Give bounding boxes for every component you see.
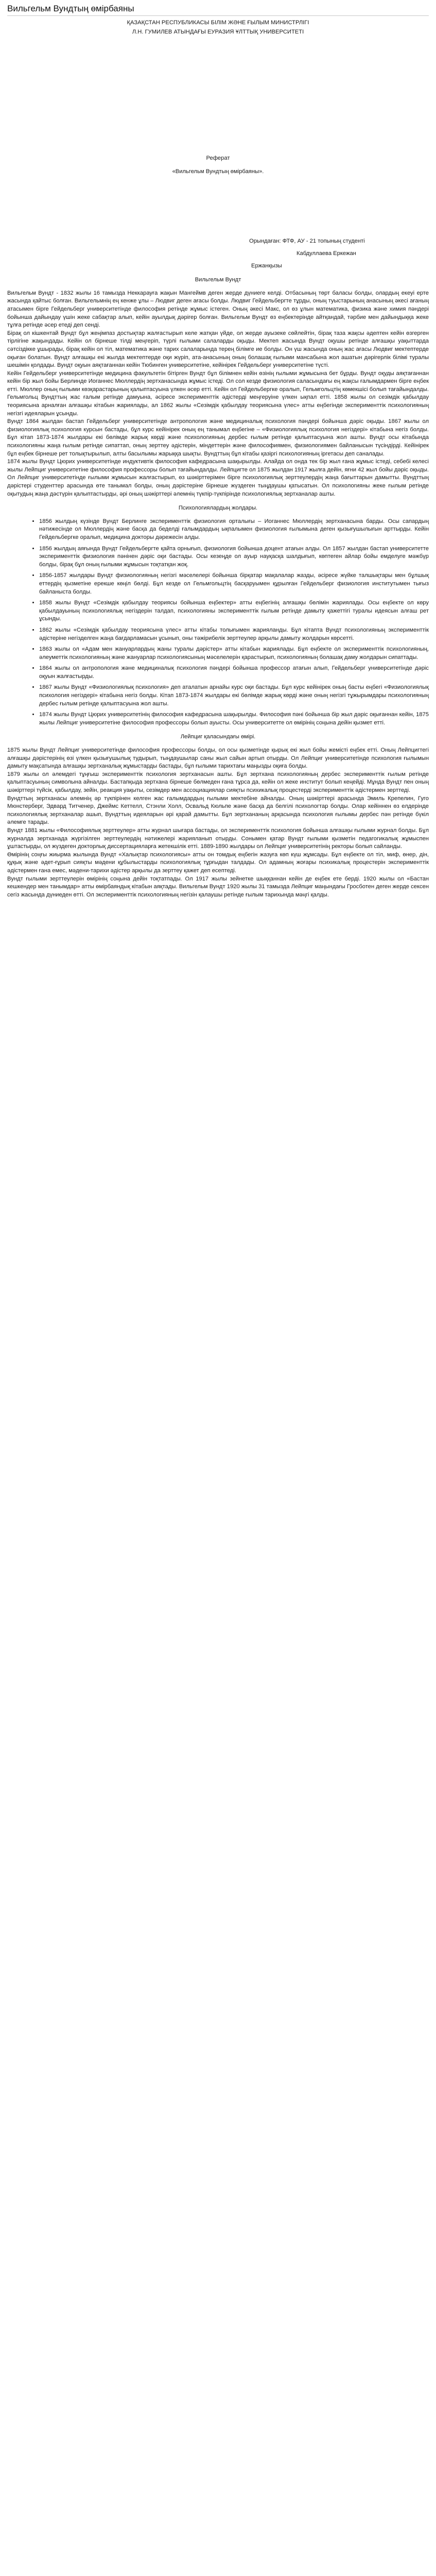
advisor-patronymic: Ержанқызы — [251, 262, 282, 269]
paragraph: Бірақ ол кішкентай Вундт бұл жеңімпаз достықтар жалғастырып келе жатқан үйде, ол жерде ауызеке сөйлейтін, бірақ таза жақсы әдептен кейін өзгерген тірлігіне жақындады. Кейін ол бірнеше тілді меңгеріп, түрлі ғылыми салаларды оқыды. Мектеп жасында Вундт оқушы ретінде алғашқы уақыттарда сәтсіздікке ұшырады, бірақ кейін ол тіл, математика және тарих салаларында терең білімге ие болды. Он үш жасында оның жас ағасы Людвиг мектептерде оқыған болатын. Вундт алғашқы екі жылда мектептерде оқи жүріп, ата-анасының оның болашақ ғылыми мансабына жол ашатын дәрігерлік білімі туралы шешімін қолдады. Вундт оқуын аяқтағаннан кейін Тюбинген университетіне, кейінірек Гейдельберг университетіне түсті. — [7, 330, 429, 369]
list-item: • 1862 жылы «Сезімдік қабылдау теориясына үлес» атты кітабы толығымен жарияланды. Бұл кітапта Вундт психологияның эксперименттік әдістеріне негізделген жаңа бағдарламасын ұсынып, оны тәжірибелік зерттеулер арқылы дамыту жолдарын көрсетті. — [39, 626, 429, 642]
list-item: • 1874 жылы Вундт Цюрих университетінің философия кафедрасына шақырылды. Философия пәні бойынша бір жыл дәріс оқығаннан кейін, 1875 жылы Лейпциг университетіне философия профессоры болып ауысты. Осы университетте ол өмірінің соңына дейін қызмет етті. — [39, 711, 429, 727]
paragraph: Вильгельм Вундт - 1832 жылы 16 тамызда Неккарауға жақын Мангеймв деген жерде дүниеге келді. Отбасының төрт баласы болды, олардың екеуі ерте жасында қайтыс болған. Вильгельмнің ең кенже ұлы – Людвиг деген ағасы болды. Людвиг Гейдельбергте тұрды, оның туыстарының анасының әкесі ағаның атасымен бірге Гейдельберг университетінде философия ретінде жұмыс істеген. Оның әкесі Макс, ол өз ұлын математика, физика және химия пәндері бойынша дайындау үшін жеке сабақтар алып, кейін ауылдық дәрігер болған. Вильгельм Вундт өз еңбектерінде айтқандай, тәрбие мен дайындыққа жеке тұлға ретінде әсер етеді деп сенді. — [7, 290, 429, 329]
document-page — [0, 3, 436, 920]
leipzig-section — [7, 747, 429, 899]
list-item: • 1867 жылы Вундт «Физиологиялық психология» деп аталатын арнайы курс оқи бастады. Бұл курс кейінірек оның басты еңбегі «Физиологиялық психология негіздері» кітабына негіз болды. Кітап 1873-1874 жылдары екі бөлімде жарық көрді және оның негізгі тұжырымдары психологияның дербес ғылым ретінде қалыптасуына жол ашты. — [39, 684, 429, 708]
list-item: • 1858 жылы Вундт «Сезімдік қабылдау теориясы бойынша еңбектер» атты еңбегінің алғашқы бөлімін жариялады. Осы еңбекте ол көру қабылдауының психологиялық негіздерін талдап, психологияны эксперименттік ғылым ретінде дамыту қажеттігі туралы идеясын алғаш рет ұсынды. — [39, 599, 429, 623]
paragraph: Вундт 1881 жылы «Философиялық зерттеулер» атты журнал шығара бастады, ол эксперименттік психология бойынша алғашқы ғылыми журнал болды. Бұл журналда зертханада жүргізілген зерттеулердің нәтижелері жарияланып отырды. Сонымен қатар Вундт ғылыми қызметін педагогикалық жұмыспен ұштастырды, ол жүздеген докторлық диссертацияларға жетекшілік етті. 1889-1890 жылдары ол Лейпциг университетінің ректоры болып сайланды. — [7, 827, 429, 850]
list-item: • 1856-1857 жылдары Вундт физиологияның негізгі мәселелері бойынша бірқатар мақалалар жазды, әсіресе жүйке талшықтары мен бұлшық еттердің қызметіне ерекше көңіл бөлді. Бұл кезде ол Гельмгольцтің басқаруымен құрылған Гейдельберг физиология институтымен тығыз байланыста болды. — [39, 572, 429, 596]
title-divider — [7, 15, 429, 16]
author-block — [7, 238, 429, 270]
section-heading-career: Психологиялардың жолдары. — [178, 505, 258, 512]
paragraph: 1875 жылы Вундт Лейпциг университетінде философия профессоры болды, ол осы қызметінде қырық екі жыл бойы жемісті еңбек етті. Оның Лейпцигтегі алғашқы дәрістерінің өзі үлкен қызығушылық тудырып, тыңдаушылар саны жыл сайын артып отырды. Ол Лейпциг университетінде психология ғылымын дамыту мақсатында алғашқы зертханалық жұмыстарды бастады, бұл ғылыми тарихтағы маңызды оқиға болды. — [7, 747, 429, 770]
paragraph: Кейін Гейдельберг университетінде медицина факультетін бітірген Вундт бұл білімнен кейін өзінің ғылыми жұмысына бет бұрды. Вундт оқуды аяқтағаннан кейін бір жыл бойы Берлинде Иоганнес Мюллердің зертханасында жұмыс істеді. Ол сол кезде физиология саласындағы ең жақсы ғалымдармен бірге еңбек етті. Мюллер оның ғылыми көзқарастарының қалыптасуына үлкен әсер етті. Кейін ол Гейдельбергке оралып, Гельмгольцтің көмекшісі болып тағайындалды. Гельмгольц Вундттың жас ғалым ретінде дамуына, әсіресе эксперименттік әдістерді меңгеруіне үлкен ықпал етті. 1858 жылы ол сезімдік қабылдау теориясына арналған алғашқы кітабын жариялады, ал 1862 жылы «Сезімдік қабылдау теориясына үлес» атты еңбегінде эксперименттік психологияның негізгі идеяларын ұсынды. — [7, 370, 429, 417]
list-item: • 1863 жылы ол «Адам мен жануарлардың жаны туралы дәрістер» атты кітабын жариялады. Бұл еңбекте ол эксперименттік психологияның, әлеуметтік психологияның және жануарлар психологиясының мәселелерін қарастырып, психологияның болашақ даму жолдарын сипаттады. — [39, 646, 429, 662]
paragraph: Өмірінің соңғы жиырма жылында Вундт «Халықтар психологиясы» атты он томдық еңбегін жазуға көп күш жұмсады. Бұл еңбекте ол тіл, миф, өнер, дін, құқық және әдет-ғұрып сияқты мәдени құбылыстарды психологиялық тұрғыдан талдады. Ол адамның жоғары психикалық процестерін эксперименттік әдістермен ғана емес, мәдени-тарихи әдістер арқылы да зерттеу қажет деп есептеді. — [7, 851, 429, 874]
section-heading-leipzig: Лейпциг қаласындағы өмірі. — [180, 734, 256, 740]
list-item: • 1864 жылы ол антропология және медициналық психология пәндері бойынша профессор атағын алып, Гейдельберг университетінде дәріс оқуын жалғастырды. — [39, 665, 429, 681]
paragraph: Вундттың зертханасы әлемнің әр түкпірінен келген жас ғалымдардың ғылыми мектебіне айналды. Оның шәкірттері арасында Эмиль Крепелин, Гуго Мюнстерберг, Эдвард Титченер, Джеймс Кеттелл, Стэнли Холл, Освальд Кюльпе және басқа да белгілі психологтар болды. Олар кейіннен өз елдерінде психологиялық зертханалар ашып, Вундттың идеяларын әрі қарай дамытты. Бұл зертхананың арқасында психология ғылымы дербес пән ретінде бүкіл әлемге тарады. — [7, 795, 429, 826]
abstract-subject: «Вильгельм Вундтың өмірбаяны». — [172, 168, 264, 175]
list-item: • 1856 жылдың күзінде Вундт Берлинге эксперименттік физиология орталығы – Иоганнес Мюллердің зертханасына барды. Осы сапардың нәтижесінде ол Мюллердің және басқа да беделді ғалымдардың ықпалымен физиология ғылымына деген қызығушылығын арттырды. Кейін Гейдельбергке оралып, медицина докторы дәрежесін алды. — [39, 518, 429, 542]
list-item: • 1856 жылдың аяғында Вундт Гейдельбергте қайта орнығып, физиология бойынша доцент атағын алды. Ол 1857 жылдан бастап университетте эксперименттік физиология пәнінен дәріс оқи бастады. Осы кезеңде ол ауыр науқасқа шалдығып, көптеген айлар бойы емделуге мәжбүр болды, бірақ бұл оның ғылыми жұмысын тоқтатқан жоқ. — [39, 545, 429, 569]
paragraph: Вундт 1864 жылдан бастап Гейдельберг университетінде антропология және медициналық психология пәндері бойынша дәріс оқыды. 1867 жылы ол физиологиялық психология курсын бастады, бұл курс кейінірек оның ең танымал еңбегіне – «Физиологиялық психология негіздері» кітабына негіз болды. Бұл кітап 1873-1874 жылдары екі бөлімде жарық көрді және психологияның дербес ғылым ретінде қалыптасуына жол ашты. Вундт осы кітабында психологияны жаңа ғылым ретінде сипаттап, оның зерттеу әдістерін, міндеттерін және философиямен, физиологиямен байланысын түсіндірді. Кейінірек бұл еңбек бірнеше рет толықтырылып, алты басылымы жарыққа шықты. Вундттың бұл кітабы қазіргі психологияның іргетасы деп саналады. — [7, 418, 429, 457]
student-line: Орындаған: ФТФ, АУ - 21 топының студенті — [249, 238, 365, 245]
paragraph: 1879 жылы ол әлемдегі тұңғыш эксперименттік психология зертханасын ашты. Бұл зертхана психологияның дербес эксперименттік ғылым ретінде қалыптасуының символына айналды. Бастапқыда зертхана бірнеше бөлмеден ғана тұрса да, кейін ол жеке институт болып кеңейді. Мұнда Вундт пен оның шәкірттері түйсік, қабылдау, зейін, реакция уақыты, сезімдер мен ассоциациялар сияқты психикалық процестерді эксперименттік әдістермен зерттеді. — [7, 771, 429, 793]
paragraph: Вундт ғылыми зерттеулерін өмірінің соңына дейін тоқтатпады. Ол 1917 жылы зейнетке шыққаннан кейін де еңбек ете берді. 1920 жылы ол «Бастан кешкендер мен танымдар» атты өмірбаяндық кітабын аяқтады. Вильгельм Вундт 1920 жылы 31 тамызда Лейпциг маңындағы Гросботен деген жерде сексен сегіз жасында дүниеден өтті. Ол эксперименттік психологияның негізін қалаушы ретінде ғылым тарихында мәңгі қалды. — [7, 875, 429, 898]
ministry-name: ҚАЗАҚСТАН РЕСПУБЛИКАСЫ БІЛІМ ЖӘНЕ ҒЫЛЫМ МИНИСТРЛІГІ — [127, 20, 309, 26]
career-list — [7, 518, 429, 727]
abstract-label: Реферат — [206, 155, 230, 162]
biography-section — [7, 290, 429, 498]
advisor-name: Кабдуллаева Еркежан — [297, 250, 356, 257]
document-title: Вильгельм Вундтың өмірбаяны — [7, 4, 134, 13]
section-heading-biography: Вильгельм Вундт — [195, 277, 241, 283]
paragraph: 1874 жылы Вундт Цюрих университетінде индуктивтік философия кафедрасына шақырылды. Алайда ол онда тек бір жыл ғана жұмыс істеді, себебі келесі жылы Лейпциг университетіне философия профессоры болып тағайындалды. Лейпцигте ол 1875 жылдан 1917 жылға дейін, яғни 42 жыл бойы дәріс оқыды. Ол Лейпциг университетінде ғылыми жұмысын жалғастырып, өз шәкірттерімен бірге психологиялық зерттеулердің жаңа бағыттарын дамытты. Вундттың дәрістері студенттер арасында өте танымал болды, оның дәрістеріне бірнеше жүздеген тыңдаушы қатысатын. Ол психологияны жеке ғылым ретінде оқытудың жаңа дәстүрін қалыптастырды, әрі оның шәкірттері әлемнің түкпір-түкпірінде психологиялық зертханалар ашты. — [7, 459, 429, 497]
university-name: Л.Н. ГУМИЛЕВ АТЫНДАҒЫ ЕУРАЗИЯ ҰЛТТЫҚ УНИВЕРСИТЕТІ — [132, 28, 304, 35]
